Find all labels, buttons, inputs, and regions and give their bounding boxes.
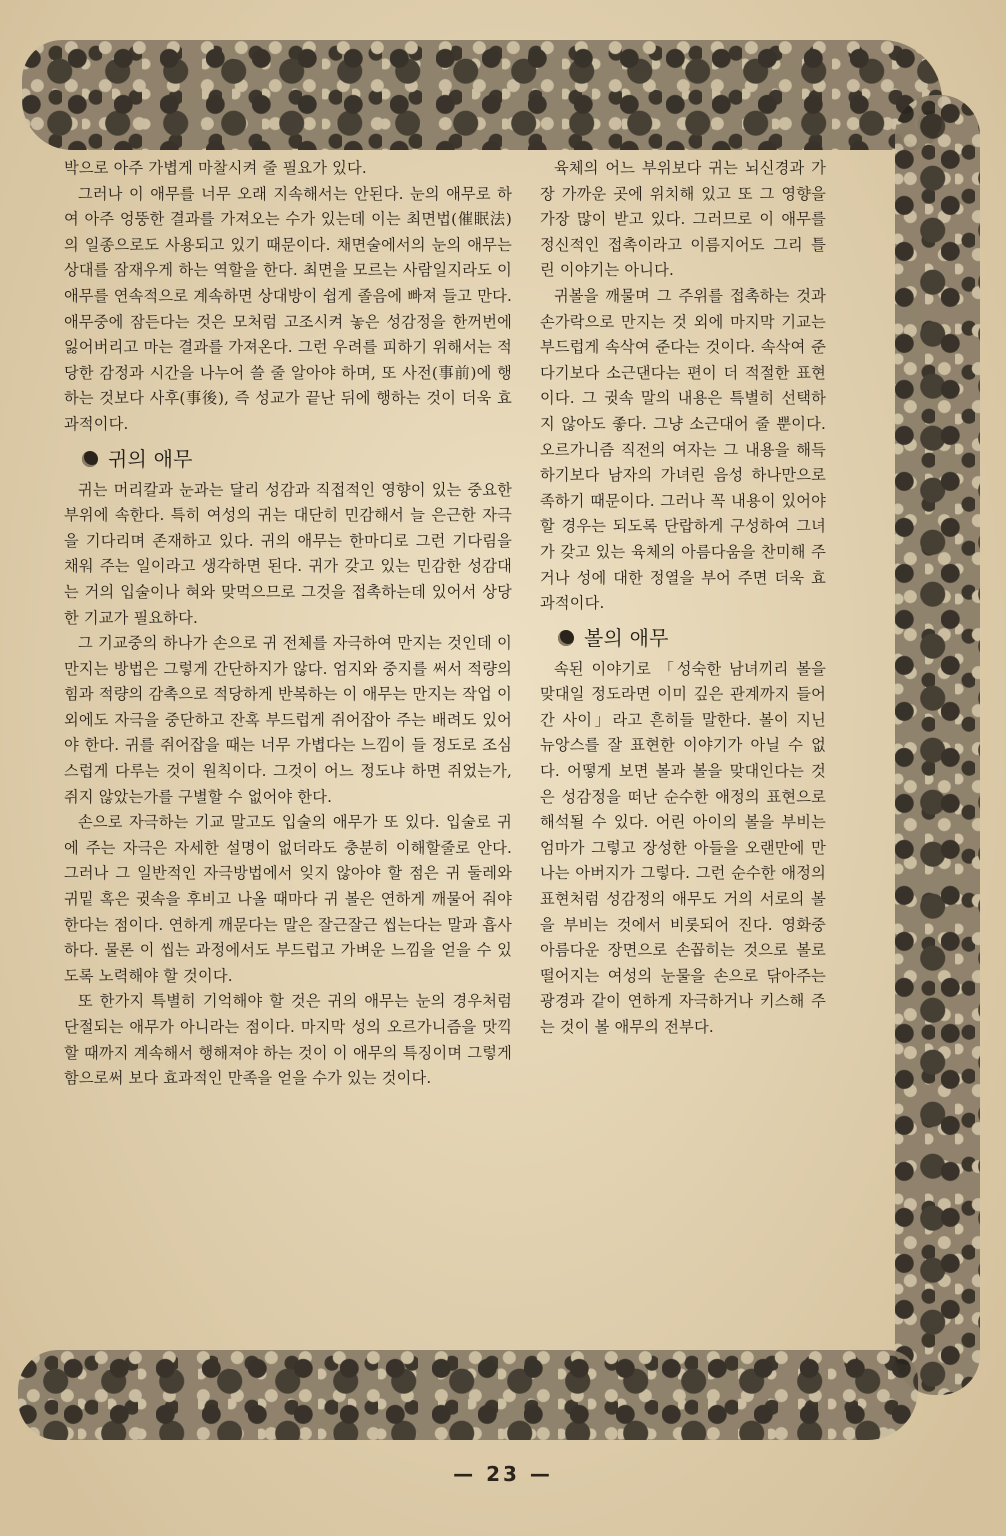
paragraph: 귀는 머리칼과 눈과는 달리 성감과 직접적인 영향이 있는 중요한 부위에 속한다. 특히 여성의 귀는 대단히 민감해서 늘 은근한 자극을 기다리며 존재하고 있다. 귀의 애무는 한마디로 그런 기다림을 채워 주는 일이라고 생각하면 된다. 귀가 갖고 있는 민감한 성감대는 거의 입술이나 혀와 맞먹으므로 그것을 접촉하는데 있어서 상당한 기교가 필요하다. <box>64 480 512 627</box>
bullet-icon <box>558 630 574 646</box>
section-heading-ear: 귀의 애무 <box>82 444 512 474</box>
section-heading-cheek: 볼의 애무 <box>558 623 826 653</box>
paragraph: 그 기교중의 하나가 손으로 귀 전체를 자극하여 만지는 것인데 이 만지는 방법은 그렇게 간단하지가 않다. 엄지와 중지를 써서 적량의 힘과 적량의 감촉으로 적당하게 반복하는 이 애무는 만지는 작업 이외에도 자극을 중단하고 잔혹 부드럽게 쥐어잡아 주는 배려도 있어야 한다. 귀를 쥐어잡을 때는 너무 가볍다는 느낌이 들 정도로 조심스럽게 다루는 것이 원칙이다. 그것이 어느 정도냐 하면 쥐었는가, 쥐지 않았는가를 구별할 수 없어야 한다. <box>64 634 512 806</box>
ornamental-border-top <box>22 40 942 150</box>
right-column <box>540 156 826 1041</box>
ornamental-border-bottom <box>18 1350 918 1440</box>
paragraph: 박으로 아주 가볍게 마찰시켜 줄 필요가 있다. <box>64 159 367 177</box>
paragraph: 귀볼을 깨물며 그 주위를 접촉하는 것과 손가락으로 만지는 것 외에 마지막 기교는 부드럽게 속삭여 준다는 것이다. 속삭여 준다기보다 소근댄다는 편이 더 적절한 표현이다. 그 귓속 말의 내용은 특별히 선택하지 않아도 좋다. 그냥 소근대어 줄 뿐이다. 오르가니즘 직전의 여자는 그 내용을 해득하기보다 남자의 가녀린 음성 하나만으로 족하기 때문이다. 그러나 꼭 내용이 있어야 할 경우는 되도록 단랍하게 구성하여 그녀가 갖고 있는 육체의 아름다움을 찬미해 주거나 성에 대한 정열을 부어 주면 더욱 효과적이다. <box>540 286 826 613</box>
ornamental-border-right <box>895 95 980 1395</box>
paragraph: 속된 이야기로 「성숙한 남녀끼리 볼을 맞대일 정도라면 이미 깊은 관계까지 들어간 사이」라고 흔히들 말한다. 볼이 지닌 뉴앙스를 잘 표현한 이야기가 아닐 수 없다. 어떻게 보면 볼과 볼을 맞대인다는 것은 성감정을 떠난 순수한 애정의 표현으로 해석될 수 있다. 어린 아이의 볼을 부비는 엄마가 그렇고 장성한 아들을 오랜만에 만나는 아버지가 그렇다. 그런 순수한 애정의 표현처럼 성감정의 애무도 거의 서로의 볼을 부비는 것에서 비롯되어 진다. 영화중 아름다운 장면으로 손꼽히는 것으로 볼로 떨어지는 여성의 눈물을 손으로 닦아주는 광경과 같이 연하게 자극하거나 키스해 주는 것이 볼 애무의 전부다. <box>540 659 826 1036</box>
left-column <box>64 156 512 1092</box>
paragraph: 육체의 어느 부위보다 귀는 뇌신경과 가장 가까운 곳에 위치해 있고 또 그 영향을 가장 많이 받고 있다. 그러므로 이 애무를 정신적인 접촉이라고 이름지어도 그리 틀린 이야기는 아니다. <box>540 159 826 280</box>
paragraph: 손으로 자극하는 기교 말고도 입술의 애무가 또 있다. 입술로 귀에 주는 자극은 자세한 설명이 없더라도 충분히 이해할줄로 안다. 그러나 그 일반적인 자극방법에서 잊지 않아야 할 점은 귀 둘레와 귀밑 혹은 귓속을 후비고 나올 때마다 귀 볼은 연하게 깨물어 줘야 한다는 점이다. 연하게 깨문다는 말은 잘근잘근 씹는다는 말과 흡사하다. 물론 이 씹는 과정에서도 부드럽고 가벼운 느낌을 얻을 수 있도록 노력해야 할 것이다. <box>64 813 512 985</box>
paragraph: 그러나 이 애무를 너무 오래 지속해서는 안된다. 눈의 애무로 하여 아주 엉뚱한 결과를 가져오는 수가 있는데 이는 최면법(催眠法)의 일종으로도 사용되고 있기 때문이다. 채면술에서의 눈의 애무는 상대를 잠재우게 하는 역할을 한다. 최면을 모르는 사람일지라도 이 애무를 연속적으로 계속하면 상대방이 쉽게 졸음에 빠져 들고 만다. 애무중에 잠든다는 것은 모처럼 고조시켜 놓은 성감정을 한꺼번에 잃어버리고 마는 결과를 가져온다. 그런 우려를 피하기 위해서는 적당한 감정과 시간을 나누어 쓸 줄 알아야 하며, 또 사전(事前)에 행하는 것보다 사후(事後), 즉 성교가 끝난 뒤에 행하는 것이 더욱 효과적이다. <box>64 184 512 433</box>
page-number: — 23 — <box>453 1462 553 1486</box>
paragraph: 또 한가지 특별히 기억해야 할 것은 귀의 애무는 눈의 경우처럼 단절되는 애무가 아니라는 점이다. 마지막 성의 오르가니즘을 맛끽할 때까지 계속해서 행해져야 하는 것이 이 애무의 특징이며 그렇게 함으로써 보다 효과적인 만족을 얻을 수가 있는 것이다. <box>64 992 512 1088</box>
bullet-icon <box>82 451 98 467</box>
